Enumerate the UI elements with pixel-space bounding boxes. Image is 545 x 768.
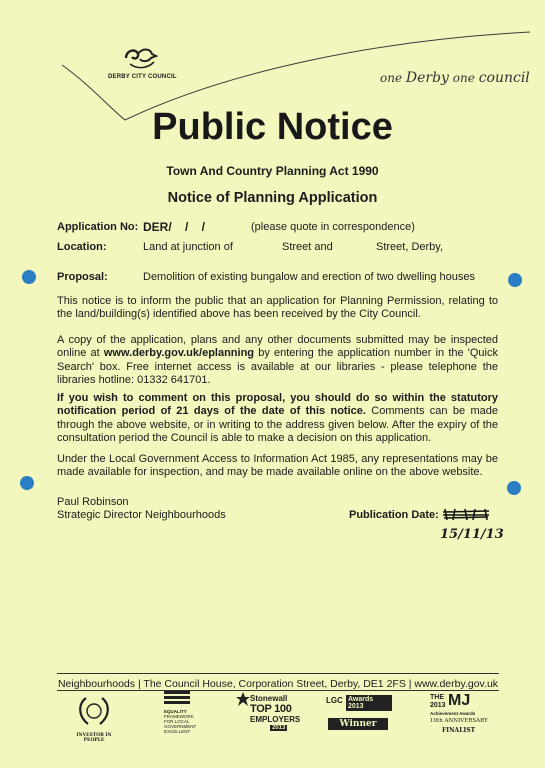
application-no-label: Application No:	[57, 221, 139, 233]
tagline	[380, 70, 530, 86]
derby-ram-logo-icon	[120, 44, 160, 72]
act-subtitle: Town And Country Planning Act 1990	[166, 164, 379, 178]
handwritten-date: 15/11/13	[440, 527, 504, 542]
equality-bars-icon	[164, 690, 190, 704]
lgc-awards-badge	[326, 694, 392, 738]
stonewall-badge	[236, 692, 301, 740]
paragraph-access: Under the Local Government Access to Information Act 1985, any representations may be made available for inspection, and may be made available online on the above website.	[57, 453, 498, 479]
page-title: Public Notice	[152, 106, 393, 148]
badge-text: Achievement Awards	[430, 711, 476, 716]
signatory-name: Paul Robinson	[57, 496, 129, 508]
badge-text: FINALIST	[442, 727, 476, 734]
tagline-word: one	[452, 71, 475, 85]
proposal-value: Demolition of existing bungalow and erection of two dwelling houses	[143, 271, 476, 283]
badge-text: EQUALITY	[164, 709, 187, 714]
location-part2: Street and	[282, 241, 333, 253]
badge-text: INVESTOR IN PEOPLE	[76, 733, 112, 743]
badge-text: TOP 100	[250, 703, 292, 715]
paragraph-inspection	[57, 334, 498, 388]
badge-text: Awards 2013	[346, 695, 392, 711]
scribbled-date-icon	[441, 507, 491, 521]
application-no-value: DER/ / /	[143, 220, 206, 234]
paragraph-intro: This notice is to inform the public that an application for Planning Permission, relating to the land/building(s) identified above has been received by the City Council.	[57, 295, 498, 321]
badge-text: LGC	[326, 696, 343, 705]
badge-text: FOR LOCAL	[164, 719, 190, 724]
investor-in-people-badge	[66, 694, 122, 743]
star-icon	[236, 692, 250, 706]
location-part3: Street, Derby,	[376, 241, 444, 253]
badge-text: 2013	[430, 702, 446, 709]
paragraph-bold-text: If you wish to comment on this proposal, you should do so within the statutory notification period of 21 days of the date of this notice.	[57, 392, 498, 418]
badge-text: 10th ANNIVERSARY	[430, 718, 488, 724]
paragraph-text: by entering the application number in the 'Quick Search' box. Free internet access is available at our libraries - please telephone the libraries hotline: 01332 641701.	[57, 347, 498, 387]
badge-text: 2013	[272, 725, 286, 731]
badge-text: THE	[430, 694, 444, 701]
badge-text: Stonewall	[250, 694, 288, 703]
equality-framework-badge	[164, 690, 212, 736]
notice-heading: Notice of Planning Application	[167, 190, 378, 206]
paragraph-text: A copy of the application, plans and any other documents submitted may be inspected online at	[57, 334, 498, 360]
punch-hole	[20, 476, 34, 490]
badge-text: FRAMEWORK	[164, 714, 194, 719]
badge-text: EMPLOYERS	[250, 715, 301, 724]
paragraph-text: Comments can be made through the above website, or in writing to the address given below. After the expiry of the consultation period the Council is able to make a decision on this application.	[57, 405, 498, 445]
location-part1: Land at junction of	[143, 241, 233, 253]
publication-date-label: Publication Date:	[349, 509, 439, 521]
tagline-word: Derby	[405, 70, 449, 86]
application-no-note: (please quote in correspondence)	[251, 221, 415, 233]
signatory-role: Strategic Director Neighbourhoods	[57, 509, 226, 521]
laurel-icon	[66, 694, 122, 728]
punch-hole	[22, 270, 36, 284]
badge-text: MJ	[448, 692, 471, 709]
eplanning-link[interactable]: www.derby.gov.uk/eplanning	[103, 347, 255, 360]
footer-divider	[57, 673, 499, 674]
council-name: DERBY CITY COUNCIL	[108, 74, 177, 80]
badge-text: GOVERNMENT	[164, 724, 197, 729]
badge-text: EXCELLENT	[164, 729, 191, 734]
paragraph-comments	[57, 392, 498, 446]
footer-address: Neighbourhoods | The Council House, Corporation Street, Derby, DE1 2FS | www.derby.gov.uk	[57, 678, 499, 690]
location-label: Location:	[57, 241, 107, 253]
footer-divider	[57, 690, 499, 691]
badge-text: Winner	[328, 718, 388, 730]
punch-hole	[507, 481, 521, 495]
tagline-word: one	[380, 71, 403, 85]
mj-awards-badge	[428, 692, 494, 740]
tagline-word: council	[478, 70, 530, 86]
proposal-label: Proposal:	[57, 271, 108, 283]
punch-hole	[508, 273, 522, 287]
